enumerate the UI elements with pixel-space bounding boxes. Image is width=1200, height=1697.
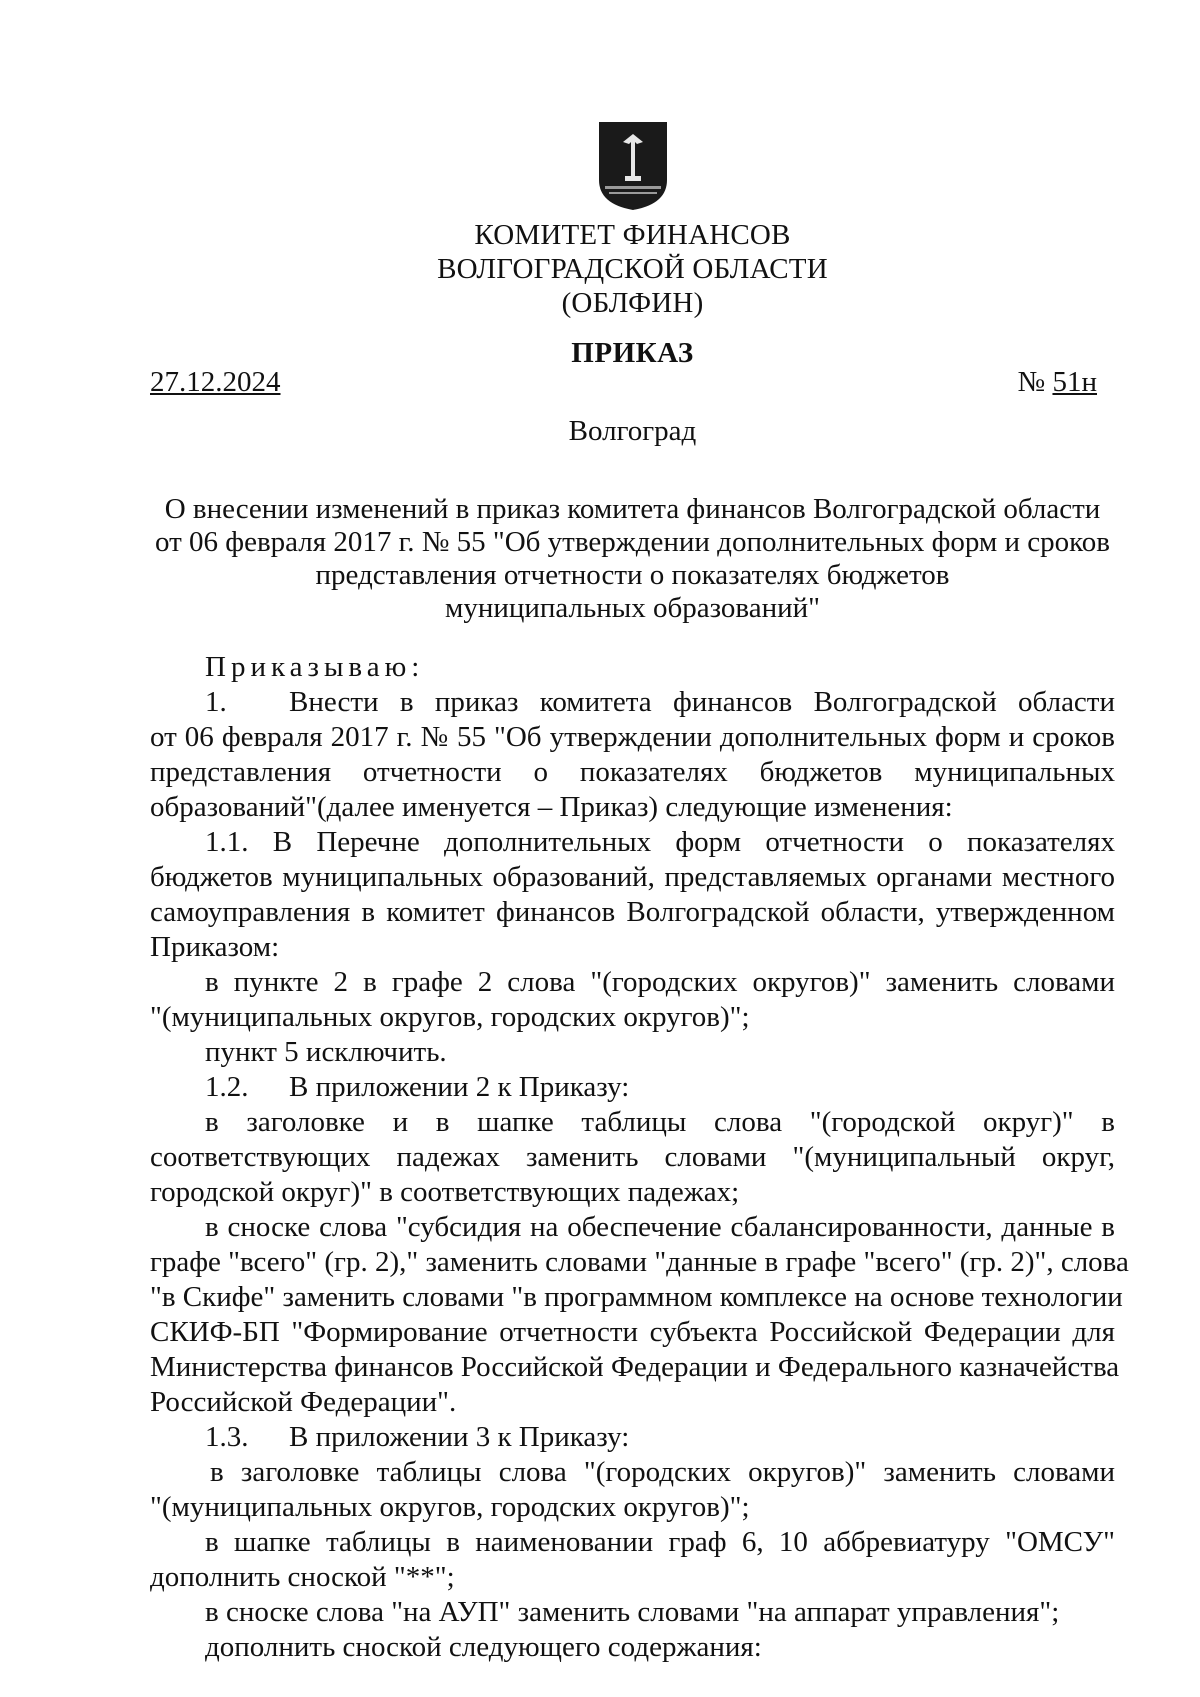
paragraph-text: В приложении 2 к Приказу:: [289, 1071, 630, 1103]
paragraph-1-3-b-line: в шапке таблицы в наименовании граф 6, 10 аббревиатуру "ОМСУ": [205, 1526, 1115, 1558]
order-number-prefix: №: [1017, 366, 1046, 398]
paragraph-1-2-a-line: соответствующих падежах заменить словами "(муниципальный округ,: [150, 1141, 1115, 1173]
paragraph-1-1-line: самоуправления в комитет финансов Волгоградской области, утвержденном: [150, 896, 1115, 928]
document-type-title: ПРИКАЗ: [571, 337, 694, 369]
org-name-line2: ВОЛГОГРАДСКОЙ ОБЛАСТИ: [437, 253, 828, 285]
paragraph-1-1-line: 1.1. В Перечне дополнительных форм отчетности о показателях: [205, 826, 1115, 858]
order-word: Приказываю:: [205, 651, 425, 683]
paragraph-text: Внести в приказ комитета финансов Волгоградской области: [289, 686, 1115, 718]
paragraph-text: В приложении 3 к Приказу:: [289, 1421, 630, 1453]
paragraph-1-2-b-line: Министерства финансов Российской Федерации и Федерального казначейства: [150, 1351, 1120, 1383]
org-name-line3: (ОБЛФИН): [561, 287, 704, 319]
paragraph-1-1-line: Приказом:: [150, 931, 280, 963]
org-name-line1: КОМИТЕТ ФИНАНСОВ: [474, 219, 791, 251]
paragraph-1-2-a-line: в заголовке и в шапке таблицы слова "(городской округ)" в: [205, 1106, 1115, 1138]
paragraph-1-3-b-line: дополнить сноской "**";: [150, 1561, 455, 1593]
paragraph-1-3-d: дополнить сноской следующего содержания:: [205, 1631, 762, 1663]
paragraph-number: 1.2.: [205, 1071, 249, 1103]
paragraph-1-2-title: [150, 1070, 1115, 1105]
paragraph-number: 1.3.: [205, 1421, 249, 1453]
city-name: Волгоград: [568, 415, 697, 447]
paragraph-1-2-b-line: Российской Федерации".: [150, 1386, 457, 1418]
subject-line: от 06 февраля 2017 г. № 55 "Об утверждении дополнительных форм и сроков: [154, 526, 1110, 558]
order-number: [1018, 366, 1097, 399]
paragraph-1-line: представления отчетности о показателях бюджетов муниципальных: [150, 756, 1115, 788]
order-number-value: 51н: [1052, 366, 1097, 398]
order-body: [150, 650, 1129, 1665]
paragraph-1-line: образований"(далее именуется – Приказ) следующие изменения:: [150, 791, 953, 823]
paragraph-1-2-b-line: в сноске слова "субсидия на обеспечение сбалансированности, данные в: [205, 1211, 1115, 1243]
paragraph-1-1-a-line: "(муниципальных округов, городских округов)";: [150, 1001, 750, 1033]
paragraph-1-2-b-line: СКИФ-БП "Формирование отчетности субъекта Российской Федерации для: [150, 1316, 1115, 1348]
paragraph-1-1-b: пункт 5 исключить.: [205, 1036, 447, 1068]
paragraph-1-1-line: бюджетов муниципальных образований, представляемых органами местного: [150, 861, 1115, 893]
paragraph-number: 1.: [205, 686, 227, 718]
paragraph-1-3-c: в сноске слова "на АУП" заменить словами "на аппарат управления";: [205, 1596, 1060, 1628]
paragraph-1-3-a-line: в заголовке таблицы слова "(городских округов)" заменить словами: [210, 1456, 1115, 1488]
subject-line: О внесении изменений в приказ комитета финансов Волгоградской области: [164, 493, 1101, 525]
paragraph-1-line: от 06 февраля 2017 г. № 55 "Об утверждении дополнительных форм и сроков: [150, 721, 1115, 753]
order-date: 27.12.2024: [150, 366, 281, 398]
paragraph-1-2-a-line: городской округ)" в соответствующих падежах;: [150, 1176, 740, 1208]
coat-of-arms-emblem: [597, 120, 669, 212]
order-subject: [150, 493, 1115, 625]
paragraph-1-3-title: [150, 1420, 1115, 1455]
paragraph-1-2-b-line: "в Скифе" заменить словами "в программном комплексе на основе технологии: [150, 1281, 1123, 1313]
subject-line: представления отчетности о показателях бюджетов: [315, 559, 950, 591]
paragraph-1-3-a-line: "(муниципальных округов, городских округов)";: [150, 1491, 750, 1523]
subject-line: муниципальных образований": [444, 592, 821, 624]
paragraph-1-1-a-line: в пункте 2 в графе 2 слова "(городских округов)" заменить словами: [205, 966, 1115, 998]
paragraph-1-2-b-line: графе "всего" (гр. 2)," заменить словами "данные в графе "всего" (гр. 2)", слова: [150, 1246, 1129, 1278]
paragraph-1-line: [150, 685, 1115, 720]
